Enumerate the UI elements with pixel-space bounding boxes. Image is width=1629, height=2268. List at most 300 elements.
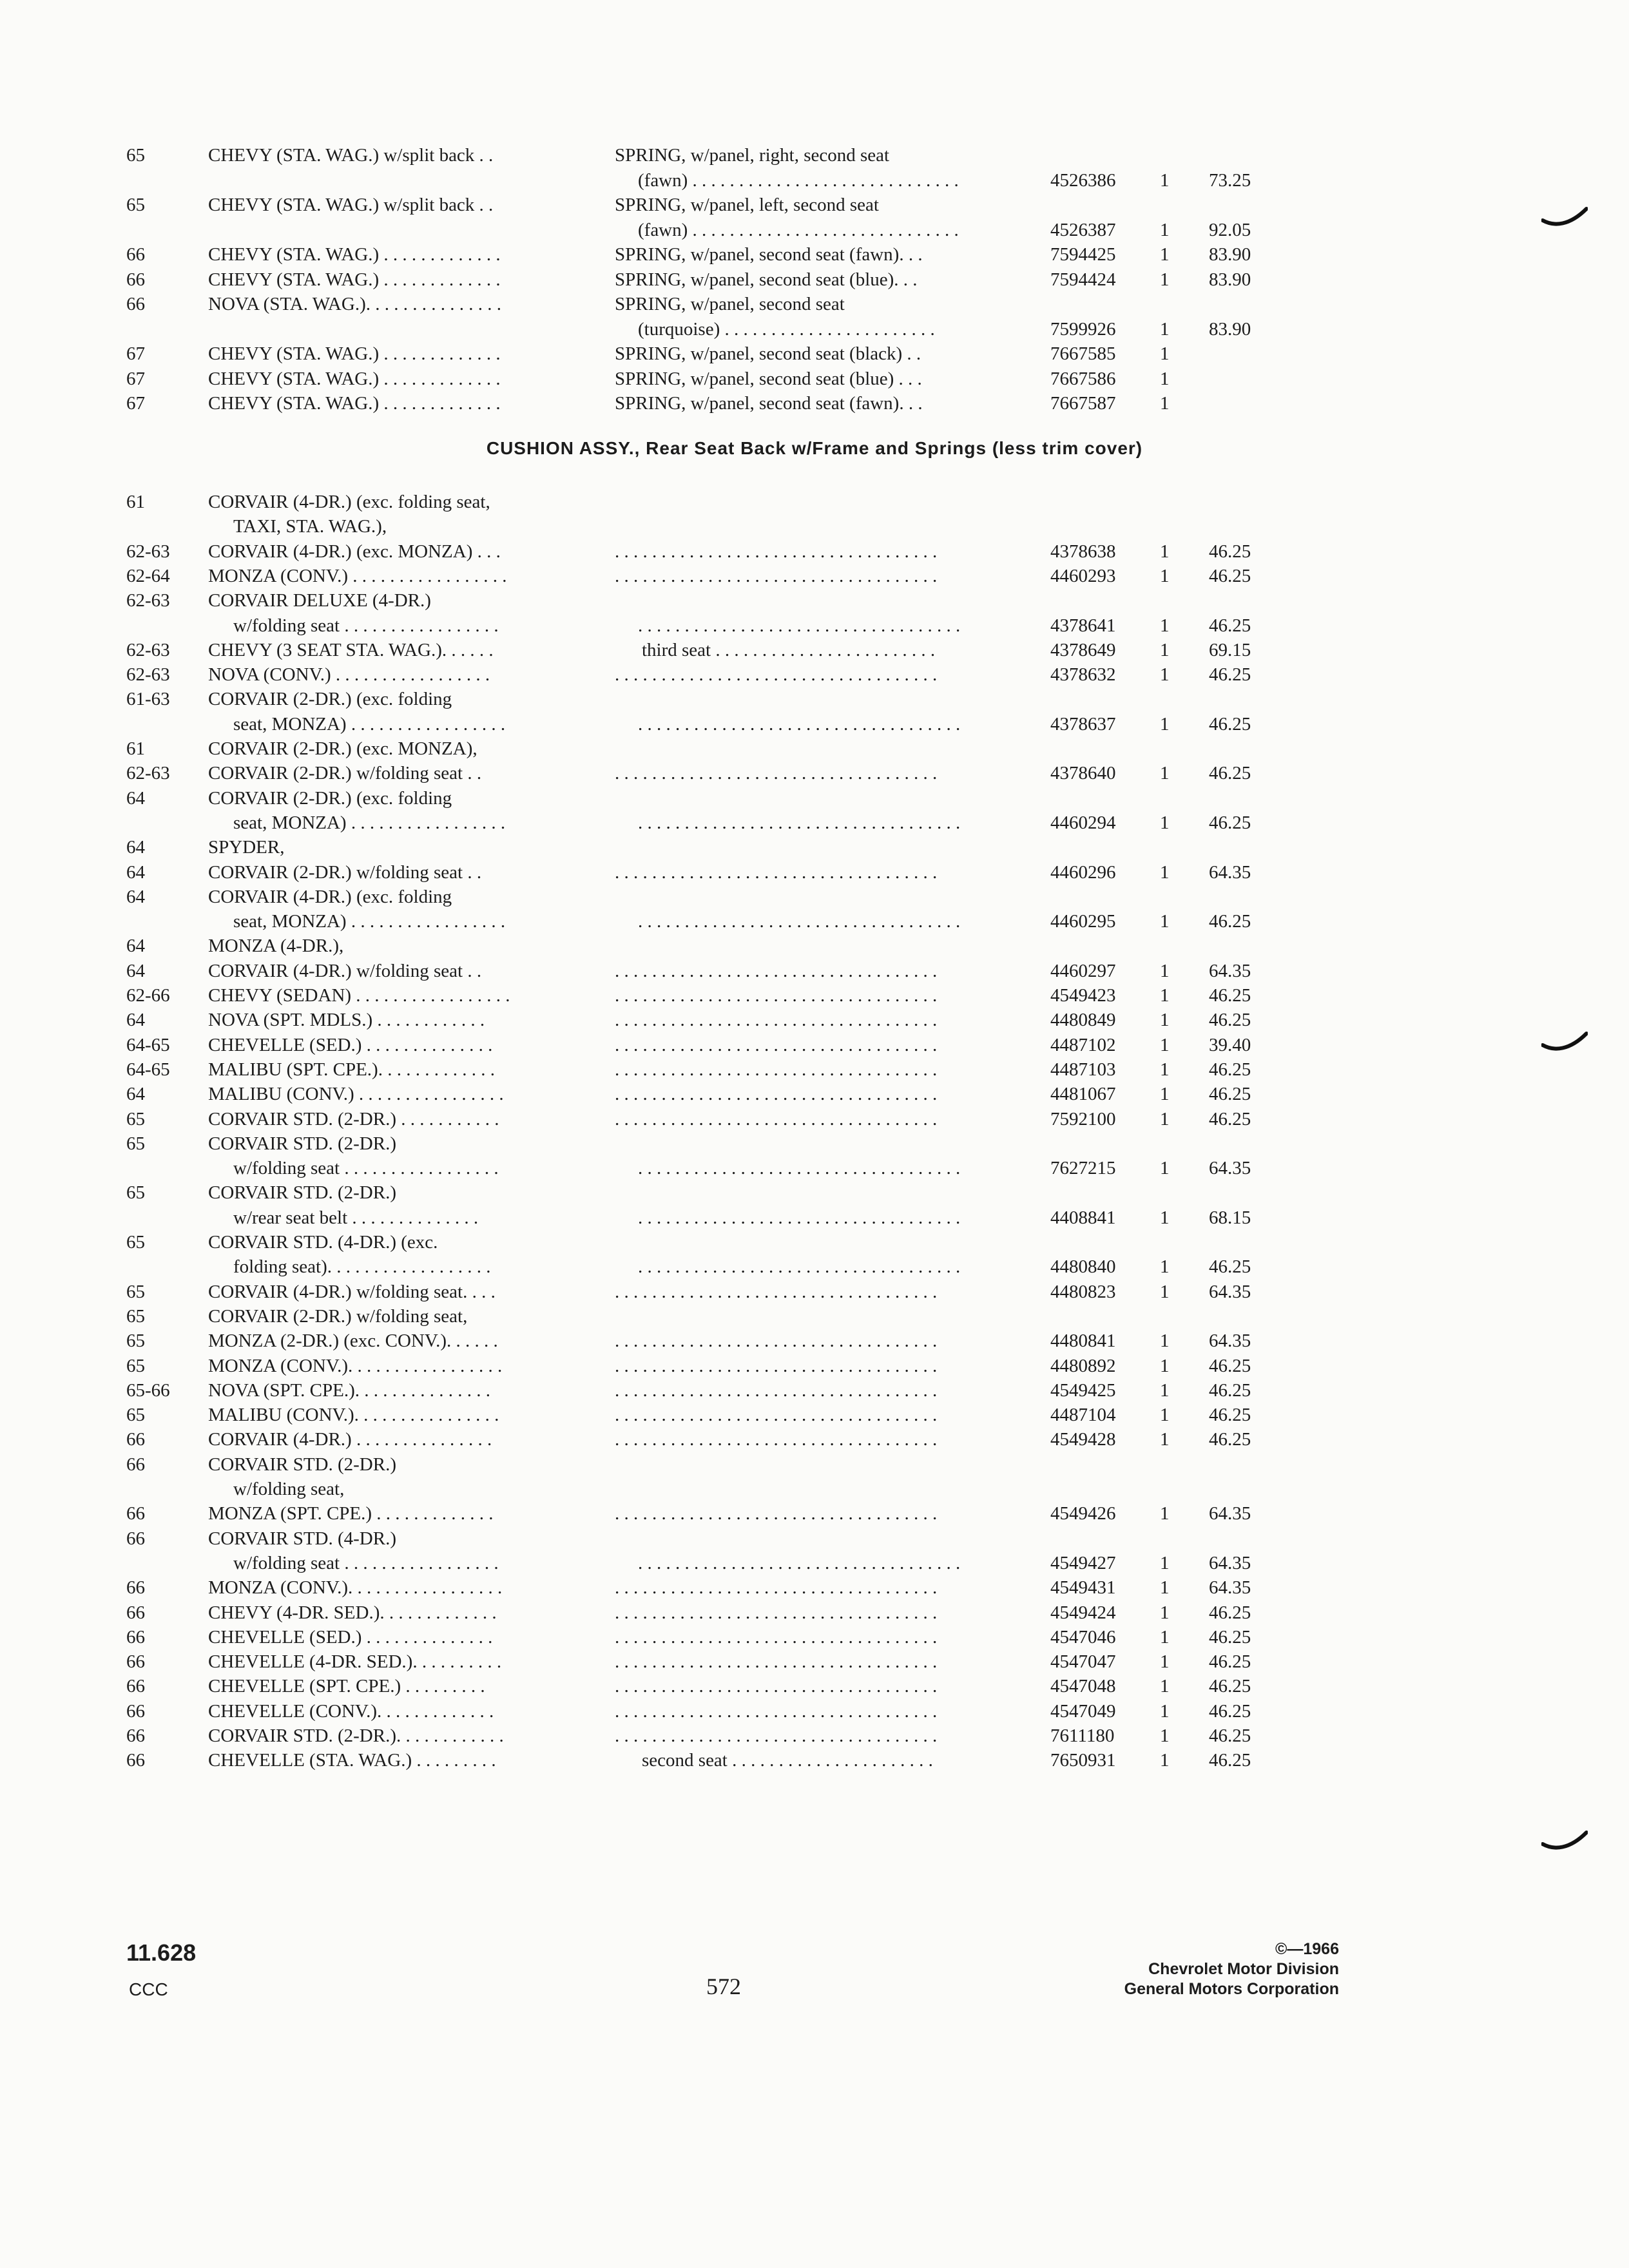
part-number-cell: 4480840 [1050, 1256, 1116, 1278]
table-row [0, 613, 1629, 638]
quantity-cell: 1 [1160, 1503, 1170, 1524]
description-cell: . . . . . . . . . . . . . . . . . . . . . . . . . . . . . . . . . . . [638, 1256, 961, 1278]
part-number-cell: 7594425 [1050, 244, 1116, 265]
quantity-cell: 1 [1160, 1207, 1170, 1228]
description-cell: . . . . . . . . . . . . . . . . . . . . . . . . . . . . . . . . . . . [615, 1725, 938, 1746]
quantity-cell: 1 [1160, 565, 1170, 586]
quantity-cell: 1 [1160, 269, 1170, 290]
table-row [0, 1131, 1629, 1156]
quantity-cell: 1 [1160, 1010, 1170, 1031]
description-cell: . . . . . . . . . . . . . . . . . . . . . . . . . . . . . . . . . . . [615, 1651, 938, 1673]
publisher-block [1124, 1939, 1339, 1999]
description-cell: (fawn) . . . . . . . . . . . . . . . . . . . . . . . . . . . . . [638, 219, 959, 240]
model-cell: w/folding seat . . . . . . . . . . . . . . . . . [233, 1158, 499, 1179]
year-cell: 64 [126, 837, 145, 858]
year-cell: 66 [126, 1454, 145, 1475]
description-cell: . . . . . . . . . . . . . . . . . . . . . . . . . . . . . . . . . . . [638, 615, 961, 636]
table-row [0, 835, 1629, 860]
model-cell: MALIBU (SPT. CPE.). . . . . . . . . . . . . [208, 1059, 495, 1080]
quantity-cell: 1 [1160, 1750, 1170, 1771]
year-cell: 65 [126, 145, 145, 166]
model-cell: CORVAIR STD. (2-DR.) [208, 1133, 396, 1154]
price-cell: 64.35 [1209, 1331, 1251, 1352]
part-number-cell: 4378637 [1050, 713, 1116, 735]
description-cell: SPRING, w/panel, second seat (fawn). . . [615, 393, 923, 414]
table-row [0, 959, 1629, 983]
part-number-cell: 7667587 [1050, 393, 1116, 414]
model-cell: folding seat). . . . . . . . . . . . . . . . . . [233, 1256, 491, 1278]
description-cell: . . . . . . . . . . . . . . . . . . . . . . . . . . . . . . . . . . . [615, 1379, 938, 1401]
model-cell: CHEVELLE (STA. WAG.) . . . . . . . . . [208, 1750, 496, 1771]
description-cell: SPRING, w/panel, second seat (blue). . . [615, 269, 918, 290]
price-cell: 68.15 [1209, 1207, 1251, 1228]
model-cell: MONZA (2-DR.) (exc. CONV.). . . . . . [208, 1331, 498, 1352]
description-cell: . . . . . . . . . . . . . . . . . . . . . . . . . . . . . . . . . . . [615, 1059, 938, 1080]
model-cell: CORVAIR (4-DR.) w/folding seat . . [208, 960, 482, 981]
quantity-cell: 1 [1160, 960, 1170, 981]
model-cell: MONZA (SPT. CPE.) . . . . . . . . . . . . . [208, 1503, 494, 1524]
price-cell: 46.25 [1209, 713, 1251, 735]
table-row [0, 341, 1629, 366]
table-row [0, 514, 1629, 539]
price-cell: 92.05 [1209, 219, 1251, 240]
year-cell: 64-65 [126, 1034, 170, 1055]
part-number-cell: 4460295 [1050, 911, 1116, 932]
section-heading: CUSHION ASSY., Rear Seat Back w/Frame and Springs (less trim cover) [486, 438, 1143, 458]
price-cell: 46.25 [1209, 1059, 1251, 1080]
year-cell: 65 [126, 195, 145, 215]
part-number-cell: 4549426 [1050, 1503, 1116, 1524]
corporation-line: General Motors Corporation [1124, 1980, 1339, 1998]
table-row [0, 811, 1629, 835]
year-cell: 62-63 [126, 639, 170, 660]
quantity-cell: 1 [1160, 1379, 1170, 1401]
part-number-cell: 4487104 [1050, 1405, 1116, 1426]
table-row [0, 1156, 1629, 1180]
description-cell: . . . . . . . . . . . . . . . . . . . . . . . . . . . . . . . . . . . [638, 1552, 961, 1573]
part-number-cell: 4378638 [1050, 541, 1116, 562]
year-cell: 62-63 [126, 590, 170, 611]
quantity-cell: 1 [1160, 318, 1170, 340]
table-row [0, 761, 1629, 785]
price-cell: 64.35 [1209, 1503, 1251, 1524]
year-cell: 67 [126, 368, 145, 389]
table-row [0, 909, 1629, 934]
table-row [0, 1206, 1629, 1230]
price-cell: 46.25 [1209, 664, 1251, 686]
quantity-cell: 1 [1160, 861, 1170, 883]
quantity-cell: 1 [1160, 763, 1170, 784]
part-number-cell: 7627215 [1050, 1158, 1116, 1179]
year-cell: 65-66 [126, 1379, 170, 1401]
model-cell: CORVAIR (4-DR.) . . . . . . . . . . . . . . . [208, 1429, 492, 1450]
table-row [0, 638, 1629, 662]
year-cell: 66 [126, 1528, 145, 1549]
model-cell: CHEVELLE (4-DR. SED.). . . . . . . . . . [208, 1651, 502, 1673]
table-row [0, 662, 1629, 687]
year-cell: 64 [126, 861, 145, 883]
year-cell: 67 [126, 343, 145, 364]
description-cell: . . . . . . . . . . . . . . . . . . . . . . . . . . . . . . . . . . . [638, 1158, 961, 1179]
part-number-cell: 4460293 [1050, 565, 1116, 586]
table-row [0, 1501, 1629, 1526]
table-row [0, 1008, 1629, 1032]
price-cell: 83.90 [1209, 269, 1251, 290]
model-cell: CHEVY (STA. WAG.) . . . . . . . . . . . . . [208, 343, 501, 364]
year-cell: 65 [126, 1405, 145, 1426]
description-cell: . . . . . . . . . . . . . . . . . . . . . . . . . . . . . . . . . . . [615, 1108, 938, 1129]
copyright-line: ©—1966 [1275, 1940, 1339, 1958]
year-cell: 66 [126, 1725, 145, 1746]
description-cell: . . . . . . . . . . . . . . . . . . . . . . . . . . . . . . . . . . . [615, 1676, 938, 1697]
model-cell: CORVAIR STD. (4-DR.) [208, 1528, 396, 1549]
year-cell: 61-63 [126, 689, 170, 710]
description-cell: SPRING, w/panel, second seat (fawn). . . [615, 244, 923, 265]
description-cell: . . . . . . . . . . . . . . . . . . . . . . . . . . . . . . . . . . . [615, 1429, 938, 1450]
year-cell: 67 [126, 393, 145, 414]
part-number-cell: 4549425 [1050, 1379, 1116, 1401]
model-cell: seat, MONZA) . . . . . . . . . . . . . . . . . [233, 713, 506, 735]
model-cell: CORVAIR (4-DR.) w/folding seat. . . . [208, 1281, 496, 1302]
part-number-cell: 7611180 [1050, 1725, 1115, 1746]
part-number-cell: 4460294 [1050, 812, 1116, 833]
part-number-cell: 4378641 [1050, 615, 1116, 636]
price-cell: 64.35 [1209, 1552, 1251, 1573]
description-cell: SPRING, w/panel, left, second seat [615, 195, 879, 215]
price-cell: 46.25 [1209, 615, 1251, 636]
quantity-cell: 1 [1160, 1700, 1170, 1722]
model-cell: CORVAIR (4-DR.) (exc. folding [208, 886, 452, 907]
quantity-cell: 1 [1160, 1676, 1170, 1697]
year-cell: 66 [126, 269, 145, 290]
year-cell: 66 [126, 1503, 145, 1524]
table-row [0, 168, 1629, 193]
description-cell: . . . . . . . . . . . . . . . . . . . . . . . . . . . . . . . . . . . [615, 1503, 938, 1524]
check-mark-icon [1541, 1830, 1588, 1852]
model-cell: CHEVY (STA. WAG.) . . . . . . . . . . . . . [208, 368, 501, 389]
year-cell: 61 [126, 492, 145, 512]
quantity-cell: 1 [1160, 541, 1170, 562]
table-row [0, 786, 1629, 811]
model-cell: CORVAIR (2-DR.) (exc. folding [208, 787, 452, 809]
table-row [0, 490, 1629, 514]
year-cell: 65 [126, 1182, 145, 1204]
quantity-cell: 1 [1160, 1725, 1170, 1746]
part-number-cell: 4549431 [1050, 1577, 1116, 1599]
table-row [0, 1748, 1629, 1773]
description-cell: . . . . . . . . . . . . . . . . . . . . . . . . . . . . . . . . . . . [615, 664, 938, 686]
model-cell: CORVAIR STD. (2-DR.) . . . . . . . . . . . [208, 1108, 499, 1129]
model-cell: CORVAIR (4-DR.) (exc. MONZA) . . . [208, 541, 501, 562]
description-cell: . . . . . . . . . . . . . . . . . . . . . . . . . . . . . . . . . . . [615, 1010, 938, 1031]
quantity-cell: 1 [1160, 1602, 1170, 1623]
table-row [0, 860, 1629, 885]
description-cell: . . . . . . . . . . . . . . . . . . . . . . . . . . . . . . . . . . . [615, 1331, 938, 1352]
part-number-cell: 4549427 [1050, 1552, 1116, 1573]
price-cell: 46.25 [1209, 565, 1251, 586]
table-row [0, 1674, 1629, 1698]
part-number-cell: 4480841 [1050, 1331, 1116, 1352]
model-cell: TAXI, STA. WAG.), [233, 516, 387, 537]
year-cell: 66 [126, 1626, 145, 1648]
part-number-cell: 4487103 [1050, 1059, 1116, 1080]
table-row [0, 1625, 1629, 1649]
part-number-cell: 4378649 [1050, 639, 1116, 660]
model-cell: CHEVELLE (SED.) . . . . . . . . . . . . . . [208, 1626, 493, 1648]
part-number-cell: 4408841 [1050, 1207, 1116, 1228]
year-cell: 65 [126, 1281, 145, 1302]
price-cell: 46.25 [1209, 1750, 1251, 1771]
table-row [0, 1649, 1629, 1674]
table-row [0, 218, 1629, 242]
quantity-cell: 1 [1160, 713, 1170, 735]
quantity-cell: 1 [1160, 615, 1170, 636]
table-row [0, 1724, 1629, 1748]
part-number-cell: 7592100 [1050, 1108, 1116, 1129]
price-cell: 46.25 [1209, 1355, 1251, 1376]
part-number-cell: 4549428 [1050, 1429, 1116, 1450]
price-cell: 46.25 [1209, 763, 1251, 784]
price-cell: 64.35 [1209, 960, 1251, 981]
year-cell: 64 [126, 1084, 145, 1105]
table-row [0, 736, 1629, 761]
table-row [0, 242, 1629, 267]
price-cell: 46.25 [1209, 1405, 1251, 1426]
description-cell: (fawn) . . . . . . . . . . . . . . . . . . . . . . . . . . . . . [638, 169, 959, 191]
year-cell: 66 [126, 244, 145, 265]
table-row [0, 267, 1629, 292]
year-cell: 65 [126, 1331, 145, 1352]
quantity-cell: 1 [1160, 1034, 1170, 1055]
price-cell: 46.25 [1209, 1725, 1251, 1746]
model-cell: seat, MONZA) . . . . . . . . . . . . . . . . . [233, 911, 506, 932]
description-cell: . . . . . . . . . . . . . . . . . . . . . . . . . . . . . . . . . . . [615, 985, 938, 1006]
model-cell: MONZA (CONV.). . . . . . . . . . . . . . . . . [208, 1577, 503, 1599]
description-cell: . . . . . . . . . . . . . . . . . . . . . . . . . . . . . . . . . . . [615, 1577, 938, 1599]
table-row [0, 1082, 1629, 1106]
quantity-cell: 1 [1160, 911, 1170, 932]
model-cell: MONZA (CONV.). . . . . . . . . . . . . . . . . [208, 1355, 503, 1376]
description-cell: . . . . . . . . . . . . . . . . . . . . . . . . . . . . . . . . . . . [615, 565, 938, 586]
price-cell: 64.35 [1209, 1158, 1251, 1179]
part-number-cell: 7667585 [1050, 343, 1116, 364]
part-number-cell: 4480849 [1050, 1010, 1116, 1031]
table-row [0, 564, 1629, 588]
year-cell: 66 [126, 1577, 145, 1599]
model-cell: w/rear seat belt . . . . . . . . . . . . . . [233, 1207, 479, 1228]
part-number-cell: 4547046 [1050, 1626, 1116, 1648]
model-cell: CHEVY (4-DR. SED.). . . . . . . . . . . . . [208, 1602, 497, 1623]
quantity-cell: 1 [1160, 1626, 1170, 1648]
table-row [0, 292, 1629, 316]
quantity-cell: 1 [1160, 1405, 1170, 1426]
model-cell: CORVAIR (2-DR.) w/folding seat, [208, 1305, 468, 1327]
table-row [0, 687, 1629, 711]
table-row [0, 1452, 1629, 1477]
table-row [0, 1403, 1629, 1427]
description-cell: . . . . . . . . . . . . . . . . . . . . . . . . . . . . . . . . . . . [615, 1405, 938, 1426]
quantity-cell: 1 [1160, 1429, 1170, 1450]
table-row [0, 391, 1629, 416]
quantity-cell: 1 [1160, 1281, 1170, 1302]
description-cell: . . . . . . . . . . . . . . . . . . . . . . . . . . . . . . . . . . . [615, 1084, 938, 1105]
description-cell: . . . . . . . . . . . . . . . . . . . . . . . . . . . . . . . . . . . [615, 1355, 938, 1376]
part-number-cell: 4547047 [1050, 1651, 1116, 1673]
ccc-label: CCC [129, 1979, 168, 1999]
year-cell: 66 [126, 1602, 145, 1623]
model-cell: CORVAIR (2-DR.) w/folding seat . . [208, 763, 482, 784]
price-cell: 46.25 [1209, 1256, 1251, 1278]
price-cell: 46.25 [1209, 1676, 1251, 1697]
part-number-cell: 4480892 [1050, 1355, 1116, 1376]
price-cell: 46.25 [1209, 1626, 1251, 1648]
quantity-cell: 1 [1160, 219, 1170, 240]
model-cell: w/folding seat . . . . . . . . . . . . . . . . . [233, 615, 499, 636]
year-cell: 62-63 [126, 763, 170, 784]
year-cell: 64 [126, 886, 145, 907]
table-row [0, 1329, 1629, 1353]
price-cell: 39.40 [1209, 1034, 1251, 1055]
price-cell: 69.15 [1209, 639, 1251, 660]
year-cell: 66 [126, 1700, 145, 1722]
year-cell: 65 [126, 1108, 145, 1129]
description-cell: . . . . . . . . . . . . . . . . . . . . . . . . . . . . . . . . . . . [638, 911, 961, 932]
table-row [0, 1230, 1629, 1254]
table-row [0, 934, 1629, 958]
year-cell: 61 [126, 738, 145, 759]
model-cell: CHEVY (STA. WAG.) w/split back . . [208, 145, 494, 166]
model-cell: CHEVY (STA. WAG.) . . . . . . . . . . . . . [208, 269, 501, 290]
year-cell: 62-63 [126, 541, 170, 562]
price-cell: 46.25 [1209, 1108, 1251, 1129]
model-cell: CORVAIR STD. (2-DR.) [208, 1182, 396, 1204]
price-cell: 46.25 [1209, 1602, 1251, 1623]
year-cell: 62-64 [126, 565, 170, 586]
table-row [0, 193, 1629, 217]
table-row [0, 712, 1629, 736]
price-cell: 46.25 [1209, 812, 1251, 833]
year-cell: 66 [126, 1651, 145, 1673]
model-cell: CHEVELLE (SED.) . . . . . . . . . . . . . . [208, 1034, 493, 1055]
part-number-cell: 4481067 [1050, 1084, 1116, 1105]
price-cell: 46.25 [1209, 1379, 1251, 1401]
price-cell: 46.25 [1209, 1429, 1251, 1450]
description-cell: . . . . . . . . . . . . . . . . . . . . . . . . . . . . . . . . . . . [615, 1700, 938, 1722]
part-number-cell: 4526386 [1050, 169, 1116, 191]
table-row [0, 1526, 1629, 1551]
quantity-cell: 1 [1160, 1108, 1170, 1129]
model-cell: CORVAIR STD. (2-DR.) [208, 1454, 396, 1475]
check-mark-icon [1541, 1031, 1588, 1053]
model-cell: NOVA (STA. WAG.). . . . . . . . . . . . . . . [208, 294, 501, 314]
year-cell: 65 [126, 1133, 145, 1154]
table-row [0, 367, 1629, 391]
table-row [0, 1378, 1629, 1403]
part-number-cell: 4526387 [1050, 219, 1116, 240]
model-cell: MALIBU (CONV.) . . . . . . . . . . . . . . . . [208, 1084, 504, 1105]
year-cell: 66 [126, 1750, 145, 1771]
price-cell: 46.25 [1209, 541, 1251, 562]
description-cell: . . . . . . . . . . . . . . . . . . . . . . . . . . . . . . . . . . . [615, 1602, 938, 1623]
description-cell: (turquoise) . . . . . . . . . . . . . . . . . . . . . . . [638, 318, 935, 340]
quantity-cell: 1 [1160, 343, 1170, 364]
model-cell: CHEVY (SEDAN) . . . . . . . . . . . . . . . . . [208, 985, 510, 1006]
table-row [0, 1551, 1629, 1575]
model-cell: w/folding seat . . . . . . . . . . . . . . . . . [233, 1552, 499, 1573]
table-row [0, 1304, 1629, 1329]
part-number-cell: 4549424 [1050, 1602, 1116, 1623]
part-number-cell: 7599926 [1050, 318, 1116, 340]
model-cell: MALIBU (CONV.). . . . . . . . . . . . . . . . [208, 1405, 499, 1426]
table-row [0, 885, 1629, 909]
price-cell: 46.25 [1209, 1700, 1251, 1722]
model-cell: CORVAIR DELUXE (4-DR.) [208, 590, 431, 611]
page-number: 572 [706, 1974, 741, 1999]
price-cell: 83.90 [1209, 244, 1251, 265]
model-cell: seat, MONZA) . . . . . . . . . . . . . . . . . [233, 812, 506, 833]
price-cell: 64.35 [1209, 1577, 1251, 1599]
table-row [0, 983, 1629, 1008]
model-cell: CORVAIR (4-DR.) (exc. folding seat, [208, 492, 490, 512]
model-cell: SPYDER, [208, 837, 285, 858]
part-number-cell: 4378632 [1050, 664, 1116, 686]
year-cell: 64 [126, 960, 145, 981]
price-cell: 46.25 [1209, 985, 1251, 1006]
quantity-cell: 1 [1160, 1084, 1170, 1105]
price-cell: 46.25 [1209, 1651, 1251, 1673]
part-number-cell: 4460297 [1050, 960, 1116, 981]
quantity-cell: 1 [1160, 1651, 1170, 1673]
table-row [0, 588, 1629, 613]
table-row [0, 1254, 1629, 1279]
model-cell: CORVAIR STD. (4-DR.) (exc. [208, 1232, 438, 1253]
table-row [0, 143, 1629, 168]
part-number-cell: 7594424 [1050, 269, 1116, 290]
year-cell: 66 [126, 1429, 145, 1450]
year-cell: 65 [126, 1305, 145, 1327]
part-number-cell: 7650931 [1050, 1750, 1116, 1771]
year-cell: 64 [126, 936, 145, 957]
part-number-cell: 4547049 [1050, 1700, 1116, 1722]
quantity-cell: 1 [1160, 812, 1170, 833]
price-cell: 73.25 [1209, 169, 1251, 191]
model-cell: NOVA (SPT. CPE.). . . . . . . . . . . . . . . [208, 1379, 491, 1401]
quantity-cell: 1 [1160, 639, 1170, 660]
model-cell: CHEVY (3 SEAT STA. WAG.). . . . . . [208, 639, 494, 660]
table-row [0, 1033, 1629, 1057]
part-number-cell: 4378640 [1050, 763, 1116, 784]
year-cell: 66 [126, 294, 145, 314]
quantity-cell: 1 [1160, 393, 1170, 414]
part-number-cell: 7667586 [1050, 368, 1116, 389]
quantity-cell: 1 [1160, 1059, 1170, 1080]
part-number-cell: 4460296 [1050, 861, 1116, 883]
quantity-cell: 1 [1160, 1355, 1170, 1376]
price-cell: 64.35 [1209, 1281, 1251, 1302]
model-cell: CHEVY (STA. WAG.) . . . . . . . . . . . . . [208, 393, 501, 414]
table-row [0, 1600, 1629, 1625]
description-cell: . . . . . . . . . . . . . . . . . . . . . . . . . . . . . . . . . . . [638, 1207, 961, 1228]
quantity-cell: 1 [1160, 664, 1170, 686]
quantity-cell: 1 [1160, 1331, 1170, 1352]
year-cell: 64-65 [126, 1059, 170, 1080]
model-cell: CORVAIR (2-DR.) w/folding seat . . [208, 861, 482, 883]
table-row [0, 1699, 1629, 1724]
description-cell: third seat . . . . . . . . . . . . . . . . . . . . . . . . [642, 639, 936, 660]
model-cell: CHEVELLE (CONV.). . . . . . . . . . . . . [208, 1700, 494, 1722]
description-cell: SPRING, w/panel, second seat [615, 294, 845, 314]
quantity-cell: 1 [1160, 368, 1170, 389]
